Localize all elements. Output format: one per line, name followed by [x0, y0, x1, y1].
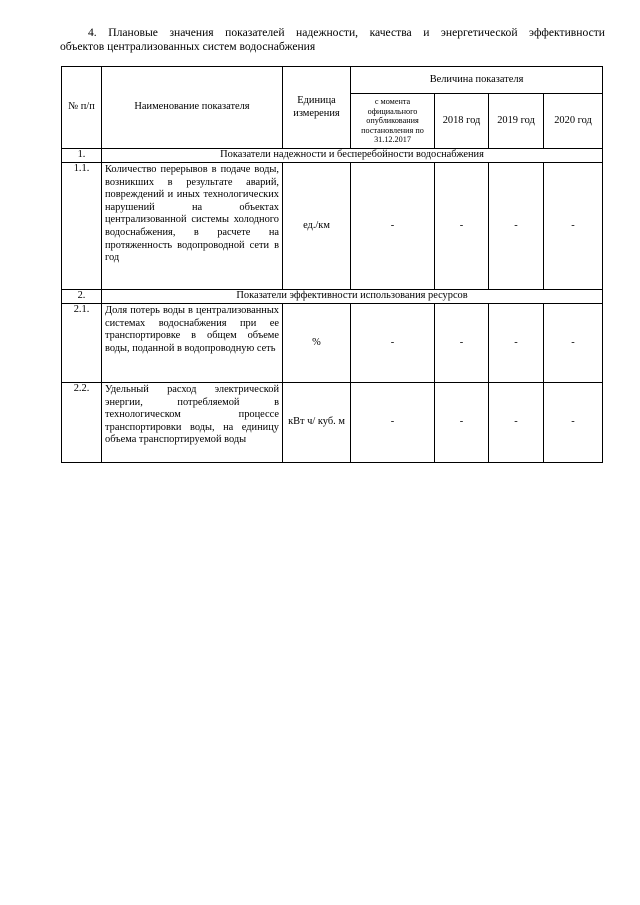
row-2-1-since: -	[351, 304, 435, 383]
row-2-2-name: Удельный расход электрической энергии, потребляемой в технологическом процессе транспортировки воды, на единицу объема транспортируемой воды	[102, 383, 283, 463]
section-row-2	[62, 290, 603, 304]
row-2-1-2018: -	[435, 304, 489, 383]
table-row-1-1	[62, 163, 603, 290]
heading-line-1: 4. Плановые значения показателей надежности, качества и энергетической эффективности	[88, 26, 605, 39]
indicators-table	[61, 66, 603, 463]
section-1-num: 1.	[62, 149, 102, 163]
section-2-num: 2.	[62, 290, 102, 304]
row-2-2-since: -	[351, 383, 435, 463]
row-2-1-unit: %	[283, 304, 351, 383]
section-2-title: Показатели эффективности использования ресурсов	[102, 290, 603, 304]
section-1-title: Показатели надежности и бесперебойности водоснабжения	[102, 149, 603, 163]
row-1-1-2019: -	[489, 163, 544, 290]
row-2-2-num: 2.2.	[62, 383, 102, 463]
row-2-1-num: 2.1.	[62, 304, 102, 383]
row-2-1-2020: -	[544, 304, 603, 383]
row-2-1-name: Доля потерь воды в централизованных системах водоснабжения при ее транспортировке в общем объеме воды, поданной в водопроводную сеть	[102, 304, 283, 383]
row-2-1-2019: -	[489, 304, 544, 383]
section-row-1	[62, 149, 603, 163]
header-col-since: с момента официального опубликования постановления по 31.12.2017	[351, 94, 435, 149]
header-col-2018: 2018 год	[435, 94, 489, 149]
header-col-2020: 2020 год	[544, 94, 603, 149]
table-row-2-2	[62, 383, 603, 463]
row-1-1-since: -	[351, 163, 435, 290]
header-col-2019: 2019 год	[489, 94, 544, 149]
heading-line-2: объектов централизованных систем водоснабжения	[60, 40, 316, 53]
header-value-group: Величина показателя	[351, 67, 603, 94]
row-2-2-2020: -	[544, 383, 603, 463]
row-1-1-name: Количество перерывов в подаче воды, возникших в результате аварий, повреждений и иных технологических нарушений на объектах централизованной системы холодного водоснабжения, в расчете на протяженность водопроводной сети в год	[102, 163, 283, 290]
row-2-2-2018: -	[435, 383, 489, 463]
header-name: Наименование показателя	[102, 67, 283, 149]
row-2-2-2019: -	[489, 383, 544, 463]
row-1-1-unit: ед./км	[283, 163, 351, 290]
header-num: № п/п	[62, 67, 102, 149]
section-heading	[60, 26, 605, 54]
row-1-1-num: 1.1.	[62, 163, 102, 290]
table-row-2-1	[62, 304, 603, 383]
row-2-2-unit: кВт ч/ куб. м	[283, 383, 351, 463]
row-1-1-2020: -	[544, 163, 603, 290]
row-1-1-2018: -	[435, 163, 489, 290]
header-unit: Единица измерения	[283, 67, 351, 149]
